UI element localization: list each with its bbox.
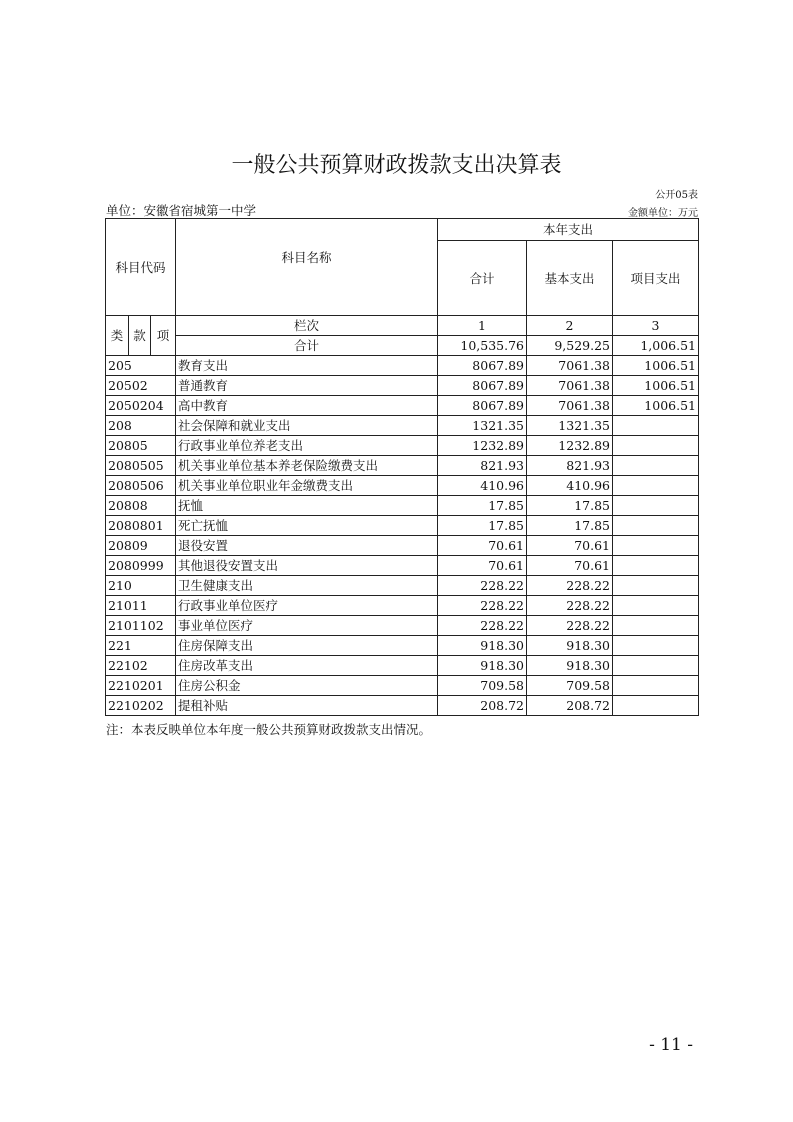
cell-name: 教育支出 <box>176 356 438 376</box>
cell-name: 提租补贴 <box>176 696 438 716</box>
cell-code: 2080801 <box>106 516 176 536</box>
table-row <box>106 576 699 596</box>
cell-name: 机关事业单位基本养老保险缴费支出 <box>176 456 438 476</box>
cell-basic: 918.30 <box>527 656 613 676</box>
table-row <box>106 616 699 636</box>
cell-name: 抚恤 <box>176 496 438 516</box>
cell-code: 210 <box>106 576 176 596</box>
cell-code: 2080506 <box>106 476 176 496</box>
table-row <box>106 536 699 556</box>
cell-code: 208 <box>106 416 176 436</box>
cell-code: 2050204 <box>106 396 176 416</box>
cell-project <box>613 656 699 676</box>
cell-project <box>613 416 699 436</box>
cell-project <box>613 696 699 716</box>
cell-project: 1006.51 <box>613 376 699 396</box>
cell-code: 2210202 <box>106 696 176 716</box>
cell-basic: 228.22 <box>527 576 613 596</box>
header-basic: 基本支出 <box>527 241 613 316</box>
sum-project: 1,006.51 <box>613 336 699 356</box>
cell-total: 208.72 <box>438 696 527 716</box>
cell-basic: 918.30 <box>527 636 613 656</box>
cell-basic: 410.96 <box>527 476 613 496</box>
cell-total: 17.85 <box>438 516 527 536</box>
col-2: 2 <box>527 316 613 336</box>
cell-total: 1321.35 <box>438 416 527 436</box>
cell-project: 1006.51 <box>613 356 699 376</box>
cell-name: 住房改革支出 <box>176 656 438 676</box>
cell-code: 205 <box>106 356 176 376</box>
table-row <box>106 496 699 516</box>
header-kuan: 款 <box>129 316 151 356</box>
cell-name: 卫生健康支出 <box>176 576 438 596</box>
cell-project <box>613 536 699 556</box>
table-row <box>106 516 699 536</box>
cell-code: 2210201 <box>106 676 176 696</box>
col-label: 栏次 <box>176 316 438 336</box>
cell-name: 社会保障和就业支出 <box>176 416 438 436</box>
cell-basic: 17.85 <box>527 496 613 516</box>
cell-code: 22102 <box>106 656 176 676</box>
cell-basic: 7061.38 <box>527 376 613 396</box>
cell-total: 1232.89 <box>438 436 527 456</box>
cell-project <box>613 616 699 636</box>
cell-project <box>613 556 699 576</box>
cell-basic: 1321.35 <box>527 416 613 436</box>
table-row <box>106 456 699 476</box>
cell-total: 228.22 <box>438 616 527 636</box>
cell-code: 20502 <box>106 376 176 396</box>
cell-project <box>613 516 699 536</box>
table-row <box>106 436 699 456</box>
cell-project <box>613 496 699 516</box>
header-lei: 类 <box>106 316 129 356</box>
cell-basic: 70.61 <box>527 536 613 556</box>
cell-basic: 7061.38 <box>527 356 613 376</box>
cell-total: 821.93 <box>438 456 527 476</box>
table-row <box>106 396 699 416</box>
header-name: 科目名称 <box>176 219 438 316</box>
cell-name: 机关事业单位职业年金缴费支出 <box>176 476 438 496</box>
cell-total: 8067.89 <box>438 396 527 416</box>
cell-project <box>613 436 699 456</box>
table-row <box>106 596 699 616</box>
cell-project: 1006.51 <box>613 396 699 416</box>
cell-name: 退役安置 <box>176 536 438 556</box>
cell-project <box>613 576 699 596</box>
cell-name: 住房公积金 <box>176 676 438 696</box>
cell-code: 2080505 <box>106 456 176 476</box>
unit-label: 单位：安徽省宿城第一中学 <box>106 203 257 218</box>
cell-code: 20805 <box>106 436 176 456</box>
expenditure-table <box>105 218 699 716</box>
table-row <box>106 696 699 716</box>
page-number: - 11 - <box>649 1035 693 1055</box>
cell-basic: 228.22 <box>527 596 613 616</box>
header-xiang: 项 <box>151 316 176 356</box>
cell-total: 17.85 <box>438 496 527 516</box>
cell-total: 70.61 <box>438 556 527 576</box>
cell-code: 2080999 <box>106 556 176 576</box>
cell-name: 死亡抚恤 <box>176 516 438 536</box>
cell-project <box>613 596 699 616</box>
cell-basic: 70.61 <box>527 556 613 576</box>
header-project: 项目支出 <box>613 241 699 316</box>
col-1: 1 <box>438 316 527 336</box>
page-title: 一般公共预算财政拨款支出决算表 <box>231 153 562 178</box>
table-row <box>106 556 699 576</box>
cell-code: 20809 <box>106 536 176 556</box>
cell-code: 2101102 <box>106 616 176 636</box>
table-row <box>106 376 699 396</box>
cell-basic: 228.22 <box>527 616 613 636</box>
cell-project <box>613 456 699 476</box>
cell-basic: 821.93 <box>527 456 613 476</box>
sum-total: 10,535.76 <box>438 336 527 356</box>
cell-basic: 208.72 <box>527 696 613 716</box>
cell-name: 行政事业单位医疗 <box>176 596 438 616</box>
cell-total: 410.96 <box>438 476 527 496</box>
cell-project <box>613 676 699 696</box>
table-row <box>106 656 699 676</box>
sum-label: 合计 <box>176 336 438 356</box>
cell-name: 高中教育 <box>176 396 438 416</box>
table-row <box>106 476 699 496</box>
cell-total: 228.22 <box>438 576 527 596</box>
table-number: 公开05表 <box>655 190 698 201</box>
cell-basic: 1232.89 <box>527 436 613 456</box>
cell-name: 普通教育 <box>176 376 438 396</box>
cell-name: 住房保障支出 <box>176 636 438 656</box>
cell-total: 228.22 <box>438 596 527 616</box>
cell-code: 20808 <box>106 496 176 516</box>
cell-name: 其他退役安置支出 <box>176 556 438 576</box>
cell-code: 21011 <box>106 596 176 616</box>
cell-name: 事业单位医疗 <box>176 616 438 636</box>
table-row <box>106 416 699 436</box>
table-row <box>106 636 699 656</box>
cell-total: 918.30 <box>438 636 527 656</box>
cell-project <box>613 476 699 496</box>
cell-total: 70.61 <box>438 536 527 556</box>
cell-project <box>613 636 699 656</box>
cell-total: 918.30 <box>438 656 527 676</box>
cell-code: 221 <box>106 636 176 656</box>
cell-total: 709.58 <box>438 676 527 696</box>
footnote: 注：本表反映单位本年度一般公共预算财政拨款支出情况。 <box>106 722 432 737</box>
header-year: 本年支出 <box>438 219 699 241</box>
amount-unit: 金额单位：万元 <box>628 208 698 219</box>
cell-basic: 7061.38 <box>527 396 613 416</box>
header-code: 科目代码 <box>106 219 176 316</box>
cell-name: 行政事业单位养老支出 <box>176 436 438 456</box>
col-3: 3 <box>613 316 699 336</box>
cell-total: 8067.89 <box>438 376 527 396</box>
cell-basic: 17.85 <box>527 516 613 536</box>
table-row <box>106 676 699 696</box>
header-total: 合计 <box>438 241 527 316</box>
cell-basic: 709.58 <box>527 676 613 696</box>
cell-total: 8067.89 <box>438 356 527 376</box>
table-row <box>106 356 699 376</box>
sum-basic: 9,529.25 <box>527 336 613 356</box>
